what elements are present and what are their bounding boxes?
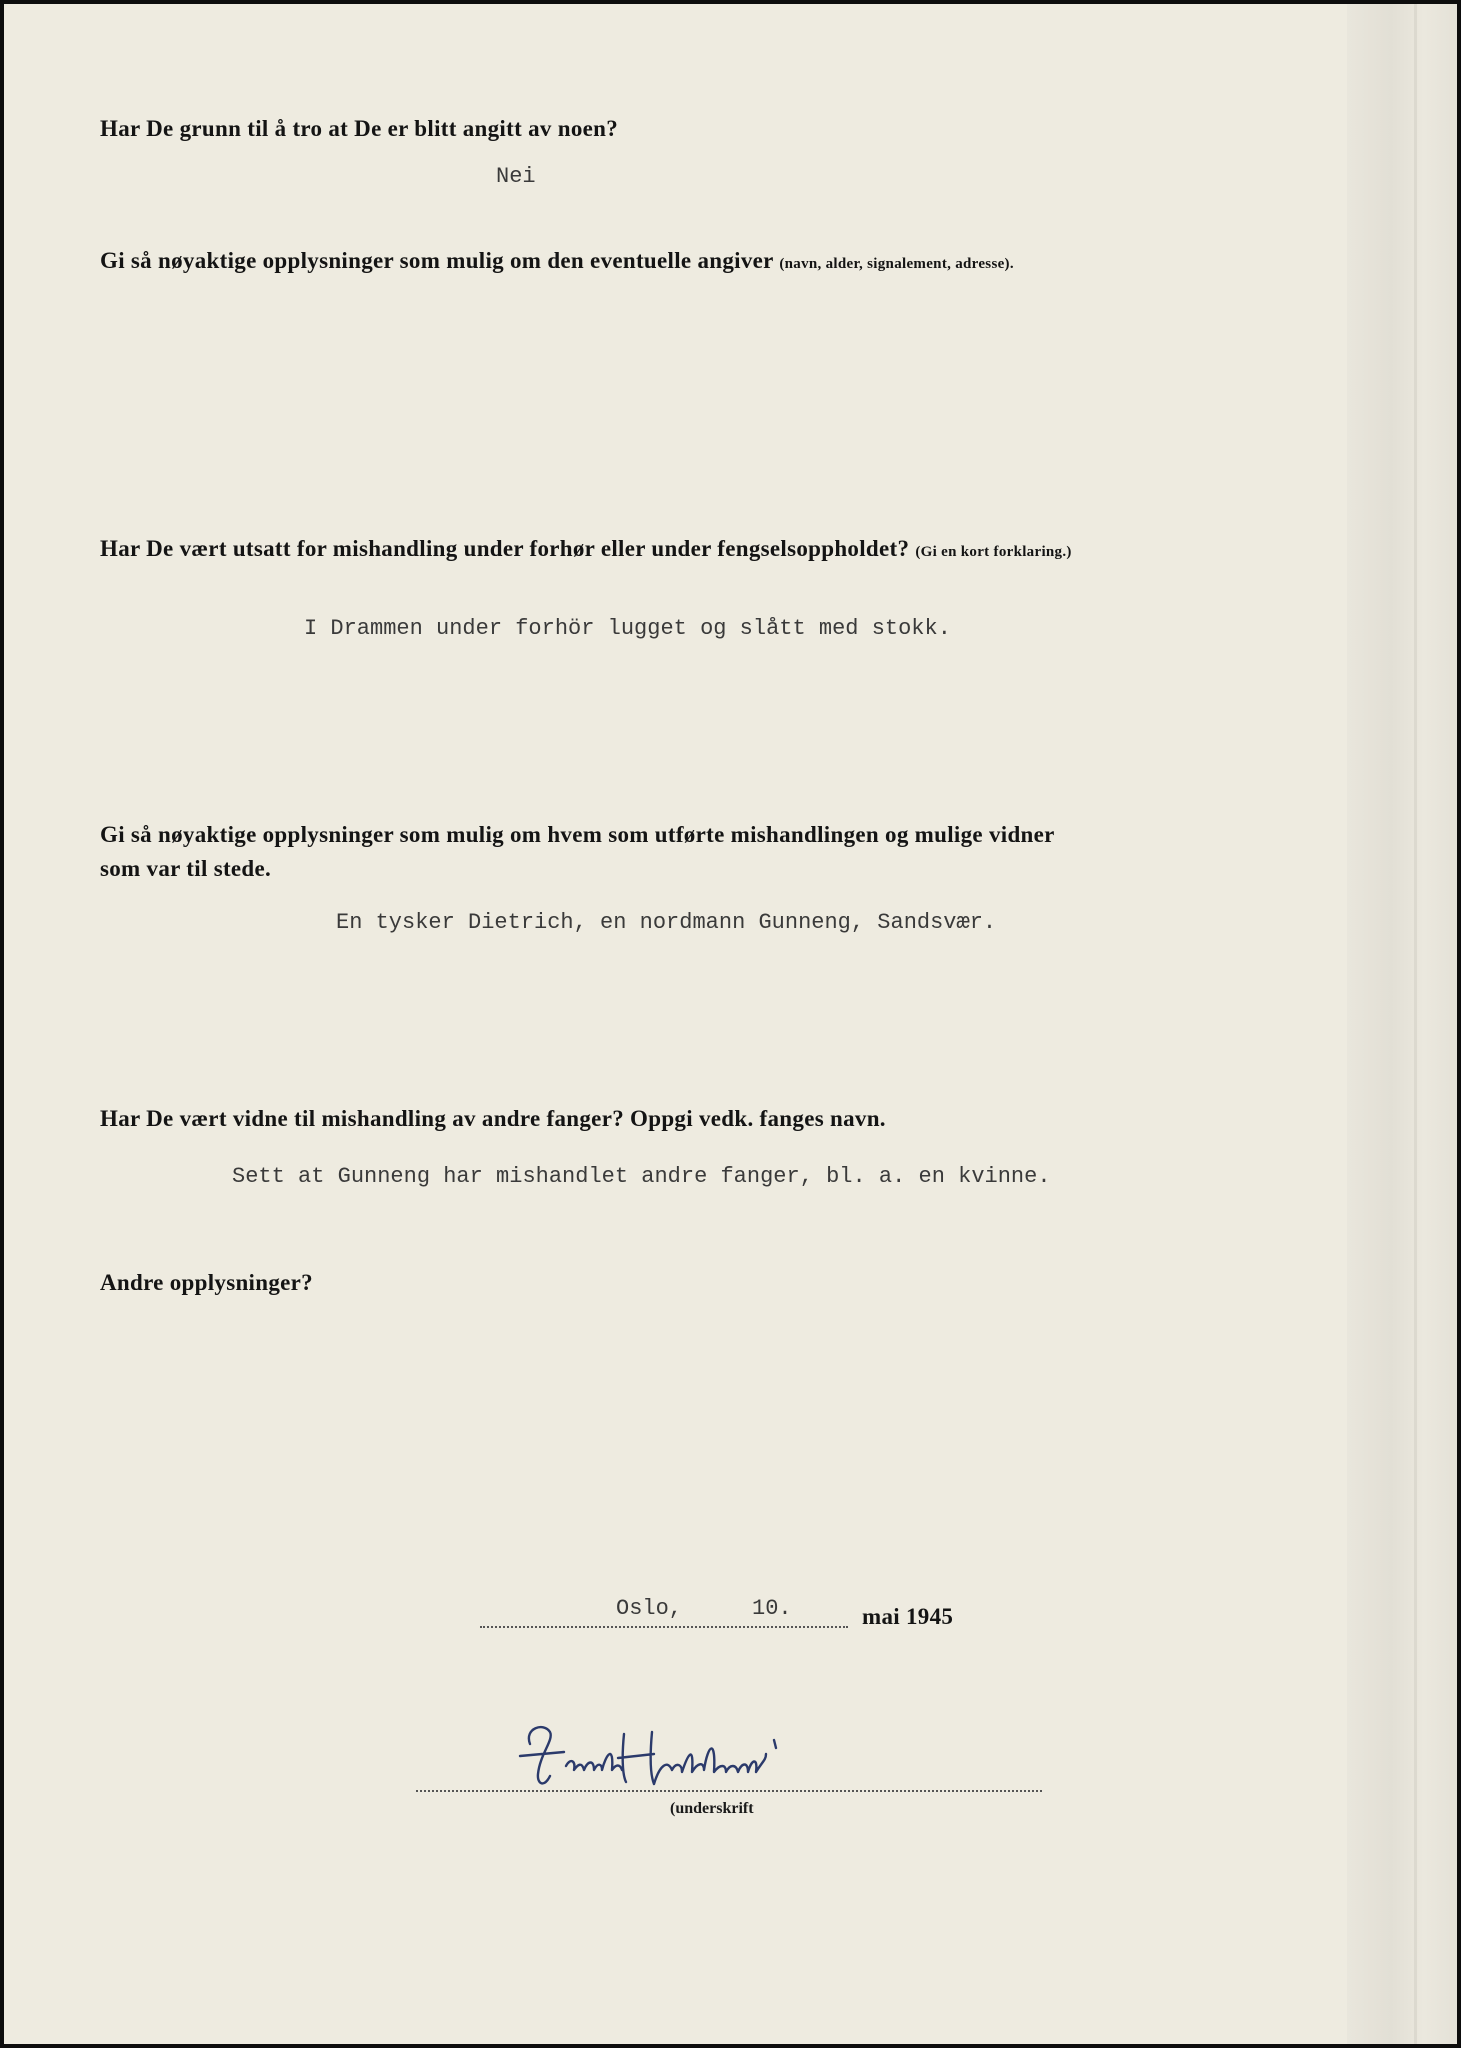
date-month-year: mai 1945	[862, 1604, 954, 1629]
answer-perpetrators: En tysker Dietrich, en nordmann Gunneng, Sandsvær.	[336, 910, 997, 935]
question-witness: Har De vært vidne til mishandling av andre fanger? Oppgi vedk. fanges navn.	[100, 1106, 886, 1131]
date-day: 10.	[752, 1596, 792, 1621]
date-line	[480, 1626, 848, 1628]
answer-witness: Sett at Gunneng har mishandlet andre fanger, bl. a. en kvinne.	[232, 1164, 1051, 1189]
question-mistreatment	[100, 536, 1072, 562]
question-informer-details	[100, 248, 1014, 274]
question-informer-details-note: (navn, alder, signalement, adresse).	[779, 256, 1014, 272]
question-mistreatment-note: (Gi en kort forklaring.)	[915, 544, 1072, 560]
question-informer: Har De grunn til å tro at De er blitt angitt av noen?	[100, 116, 619, 141]
signature-line	[416, 1790, 1042, 1792]
page-edge	[1347, 4, 1457, 2044]
page-edge-fold	[1414, 4, 1417, 2044]
answer-informer: Nei	[496, 164, 536, 189]
answer-mistreatment: I Drammen under forhör lugget og slått med stokk.	[304, 616, 951, 641]
question-mistreatment-text: Har De vært utsatt for mishandling under forhør eller under fengselsoppholdet?	[100, 536, 910, 561]
question-perpetrators-line2: som var til stede.	[100, 856, 272, 881]
question-other-info: Andre opplysninger?	[100, 1270, 313, 1295]
question-informer-details-text: Gi så nøyaktige opplysninger som mulig om den eventuelle angiver	[100, 248, 774, 273]
document-page	[4, 4, 1457, 2044]
signature-label: (underskrift	[670, 1800, 754, 1817]
question-perpetrators-line1: Gi så nøyaktige opplysninger som mulig om hvem som utførte mishandlingen og mulige vidner	[100, 822, 1055, 847]
date-place: Oslo,	[616, 1596, 683, 1621]
